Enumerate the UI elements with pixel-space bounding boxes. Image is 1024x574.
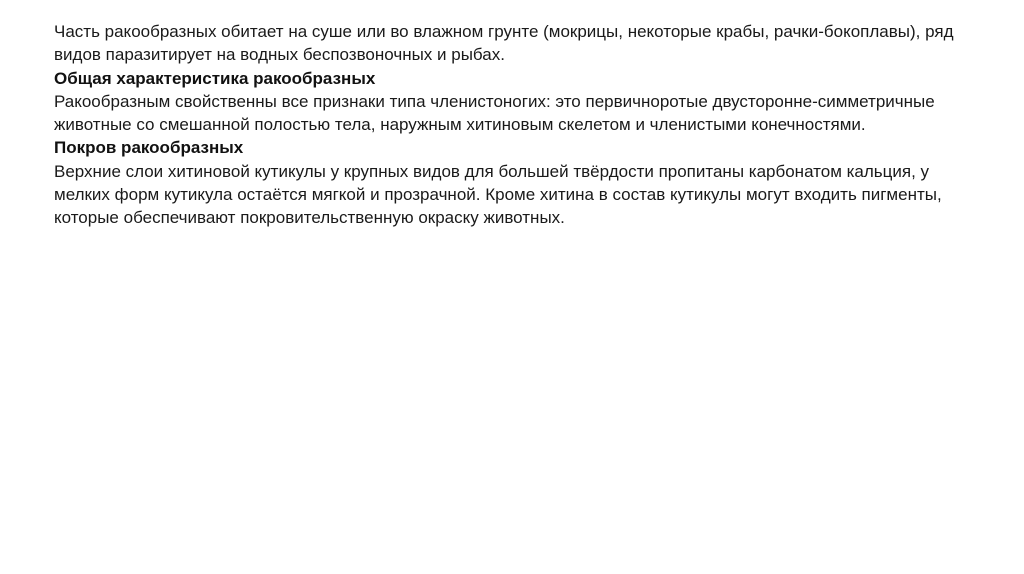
heading-general-characteristics: Общая характеристика ракообразных [54,68,376,88]
heading-integument: Покров ракообразных [54,138,244,158]
paragraph-integument: Верхние слои хитиновой кутикулы у крупных видов для большей твёрдости пропитаны карбонатом кальция, у мелких форм кутикула остаётся мягкой и прозрачной. Кроме хитина в состав кутикулы могут входить пигменты, которые обеспечивают покровительственную окраску животных. [54,161,942,228]
intro-paragraph [54,20,954,67]
section-integument [54,136,954,229]
paragraph-general-characteristics: Ракообразным свойственны все признаки типа членистоногих: это первичноротые двусторонне-симметричные животные со смешанной полостью тела, наружным хитиновым скелетом и членистыми конечностями. [54,91,935,135]
section-general [54,67,954,137]
paragraph-habitat: Часть ракообразных обитает на суше или во влажном грунте (мокрицы, некоторые крабы, рачки-бокоплавы), ряд видов паразитирует на водных беспозвоночных и рыбах. [54,22,954,65]
slide-text-body [54,20,954,230]
